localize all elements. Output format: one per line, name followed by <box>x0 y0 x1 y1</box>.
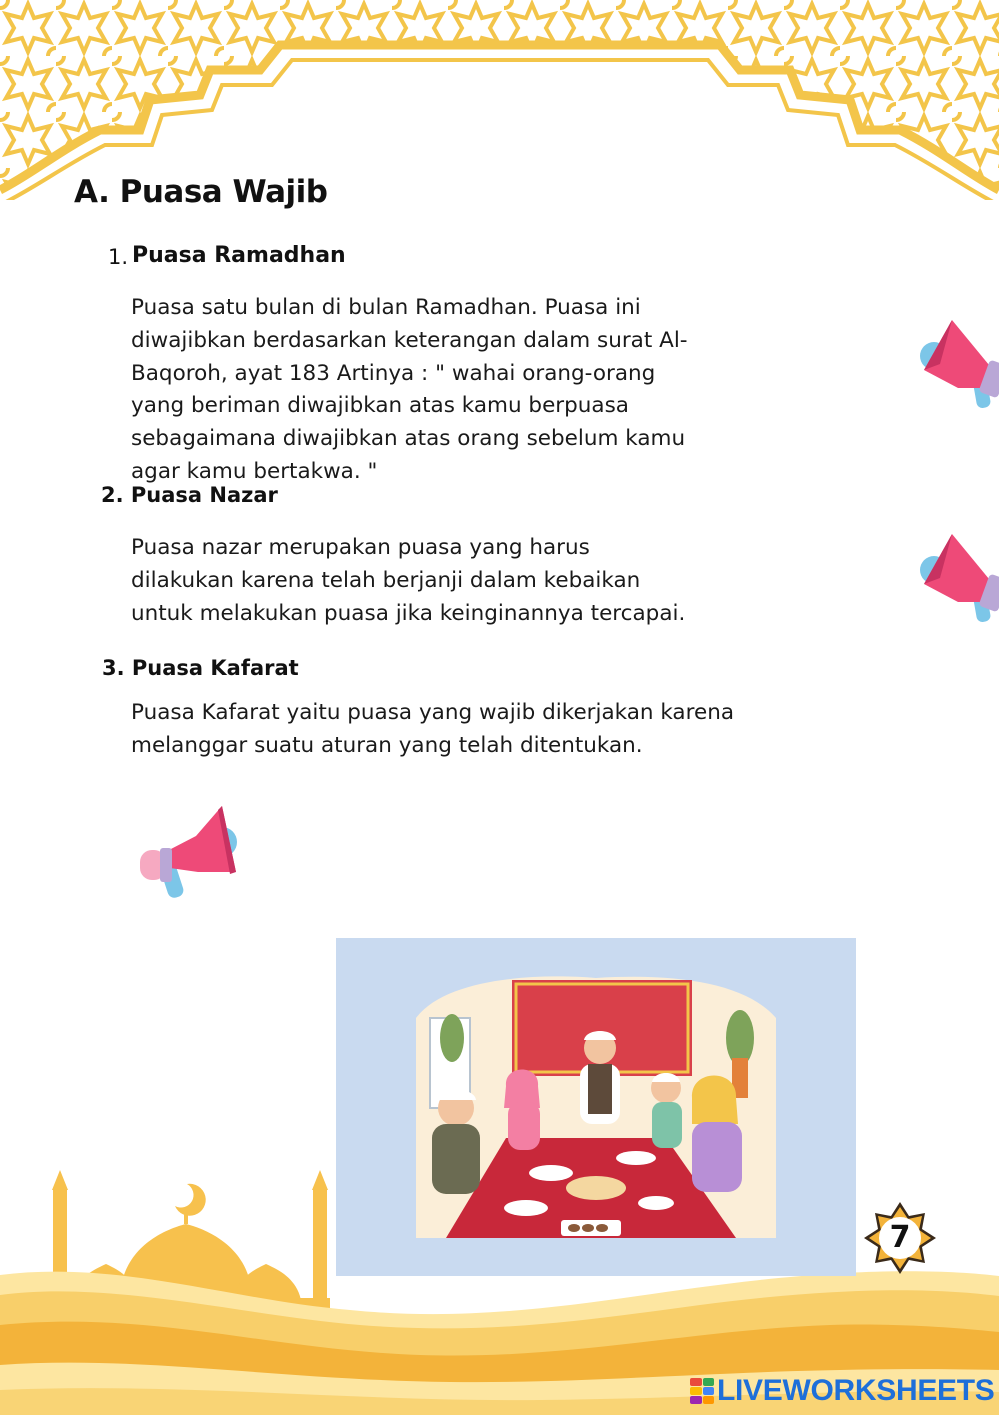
logo-text: LIVEWORKSHEETS <box>717 1374 995 1407</box>
paragraph-line: agar kamu bertakwa. " <box>131 458 378 484</box>
item-1-number: 1. <box>108 245 129 269</box>
paragraph-line: dilakukan karena telah berjanji dalam kebaikan <box>131 567 641 593</box>
paragraph-line: sebagaimana diwajibkan atas orang sebelum kamu <box>131 426 686 452</box>
paragraph-line: Puasa nazar merupakan puasa yang harus <box>131 535 590 560</box>
paragraph-line: diwajibkan berdasarkan keterangan dalam surat Al- <box>131 327 688 353</box>
item-1-paragraph <box>131 292 688 489</box>
paragraph-line: untuk melakukan puasa jika keinginannya tercapai. <box>131 600 686 626</box>
paragraph-line: Puasa Kafarat yaitu puasa yang wajib dikerjakan karena <box>131 700 735 725</box>
liveworksheets-logo <box>690 1373 995 1409</box>
top-ornamental-border <box>0 0 999 200</box>
item-2-paragraph <box>131 532 685 630</box>
item-2-title: 2. Puasa Nazar <box>101 483 278 507</box>
item-3-title: 3. Puasa Kafarat <box>102 656 299 680</box>
page-number: 7 <box>889 1220 911 1255</box>
megaphone-icon <box>918 532 999 627</box>
logo-mark-icon <box>690 1378 714 1404</box>
megaphone-icon <box>138 802 242 900</box>
item-1-title: Puasa Ramadhan <box>132 243 346 268</box>
section-title: A. Puasa Wajib <box>74 174 328 210</box>
paragraph-line: yang beriman diwajibkan atas kamu berpuasa <box>131 393 629 419</box>
item-3-paragraph <box>131 697 734 763</box>
paragraph-line: Puasa satu bulan di bulan Ramadhan. Puasa ini <box>131 295 641 320</box>
paragraph-line: melanggar suatu aturan yang telah ditentukan. <box>131 732 643 758</box>
megaphone-icon <box>918 318 999 413</box>
paragraph-line: Baqoroh, ayat 183 Artinya : " wahai orang-orang <box>131 360 656 386</box>
family-iftar-illustration <box>336 938 856 1276</box>
